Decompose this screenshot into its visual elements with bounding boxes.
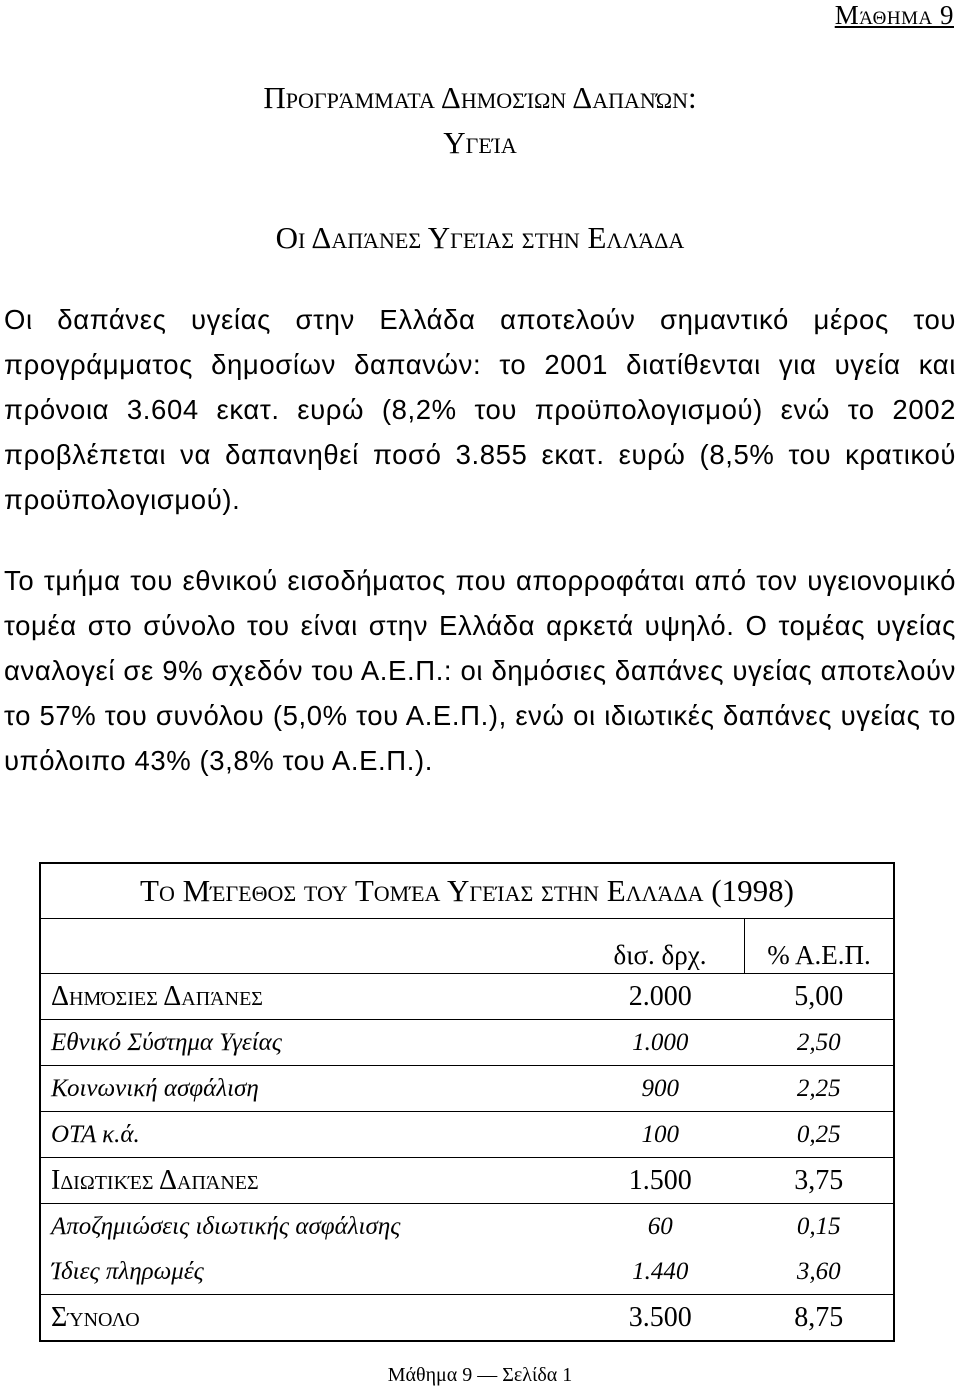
row-pct: 2,50 xyxy=(745,1020,894,1066)
row-label: Κοινωνική ασφάλιση xyxy=(41,1066,576,1112)
row-label: Ίδιες πληρωμές xyxy=(41,1249,576,1295)
health-sector-table xyxy=(39,862,895,1342)
row-value: 1.500 xyxy=(576,1158,745,1204)
row-label: Σύνολο xyxy=(51,1301,140,1333)
row-value: 1.440 xyxy=(576,1249,745,1295)
paragraph-2-text: Το τμήμα του εθνικού εισοδήματος που απορροφάται από τον υγειονομικό τομέα στο σύνολο του είναι στην Ελλάδα αρκετά υψηλό. Ο τομέας υγείας αναλογεί σε 9% σχεδόν του Α.Ε.Π.: οι δημόσιες δαπάνες υγείας αποτελούν το 57% του συνόλου (5,0% του Α.Ε.Π.), ενώ οι ιδιωτικές δαπάνες υγείας το υπόλοιπο 43% (3,8% του Α.Ε.Π.). xyxy=(4,565,956,776)
row-value: 2.000 xyxy=(576,974,745,1020)
section-heading: Οι Δαπάνες Υγείας στην Ελλάδα xyxy=(275,220,685,255)
table-row xyxy=(41,1249,893,1295)
row-pct: 3,60 xyxy=(745,1249,894,1295)
row-pct: 2,25 xyxy=(745,1066,894,1112)
table-row xyxy=(41,974,893,1020)
table-row xyxy=(41,1112,893,1158)
row-label: Εθνικό Σύστημα Υγείας xyxy=(41,1020,576,1066)
paragraph-1-text: Οι δαπάνες υγείας στην Ελλάδα αποτελούν σημαντικό μέρος του προγράμματος δημοσίων δαπανών: το 2001 διατίθενται για υγεία και πρόνοια 3.604 εκατ. ευρώ (8,2% του προϋπολογισμού) ενώ το 2002 προβλέπεται να δαπανηθεί ποσό 3.855 εκατ. ευρώ (8,5% του κρατικού προϋπολογισμού). xyxy=(4,304,956,515)
row-pct: 8,75 xyxy=(794,1301,844,1333)
table-row xyxy=(41,1158,893,1204)
row-value: 100 xyxy=(576,1112,745,1158)
table-row xyxy=(41,1066,893,1112)
table-row xyxy=(41,1295,893,1341)
row-value: 1.000 xyxy=(576,1020,745,1066)
table-header-value: δισ. δρχ. xyxy=(576,919,745,974)
row-pct: 0,25 xyxy=(745,1112,894,1158)
table-title: Το Μέγεθος του Τομέα Υγείας στην Ελλάδα (1998) xyxy=(41,864,893,919)
table-row xyxy=(41,1020,893,1066)
row-label: Αποζημιώσεις ιδιωτικής ασφάλισης xyxy=(51,1212,401,1240)
row-value: 900 xyxy=(576,1066,745,1112)
document-subtitle: Υγεία xyxy=(443,125,517,160)
row-label: ΟΤΑ κ.ά. xyxy=(41,1112,576,1158)
page-footer: Μάθημα 9 — Σελίδα 1 xyxy=(387,1364,573,1386)
row-pct: 5,00 xyxy=(745,974,894,1020)
paragraph-2 xyxy=(4,558,956,783)
document-title: Προγράμματα Δημοσίων Δαπανών: xyxy=(263,80,697,115)
row-label: Ιδιωτικές Δαπάνες xyxy=(41,1158,576,1204)
row-pct: 0,15 xyxy=(796,1212,841,1240)
row-pct: 3,75 xyxy=(745,1158,894,1204)
table-header-pct: % Α.Ε.Π. xyxy=(745,919,894,974)
row-value: 60 xyxy=(647,1212,673,1240)
lesson-header: Μάθημα 9 xyxy=(834,0,954,30)
row-label: Δημόσιες Δαπάνες xyxy=(41,974,576,1020)
table-header-empty xyxy=(41,919,576,974)
row-value: 3.500 xyxy=(628,1301,692,1333)
table-row xyxy=(41,1204,893,1250)
paragraph-1 xyxy=(4,297,956,522)
